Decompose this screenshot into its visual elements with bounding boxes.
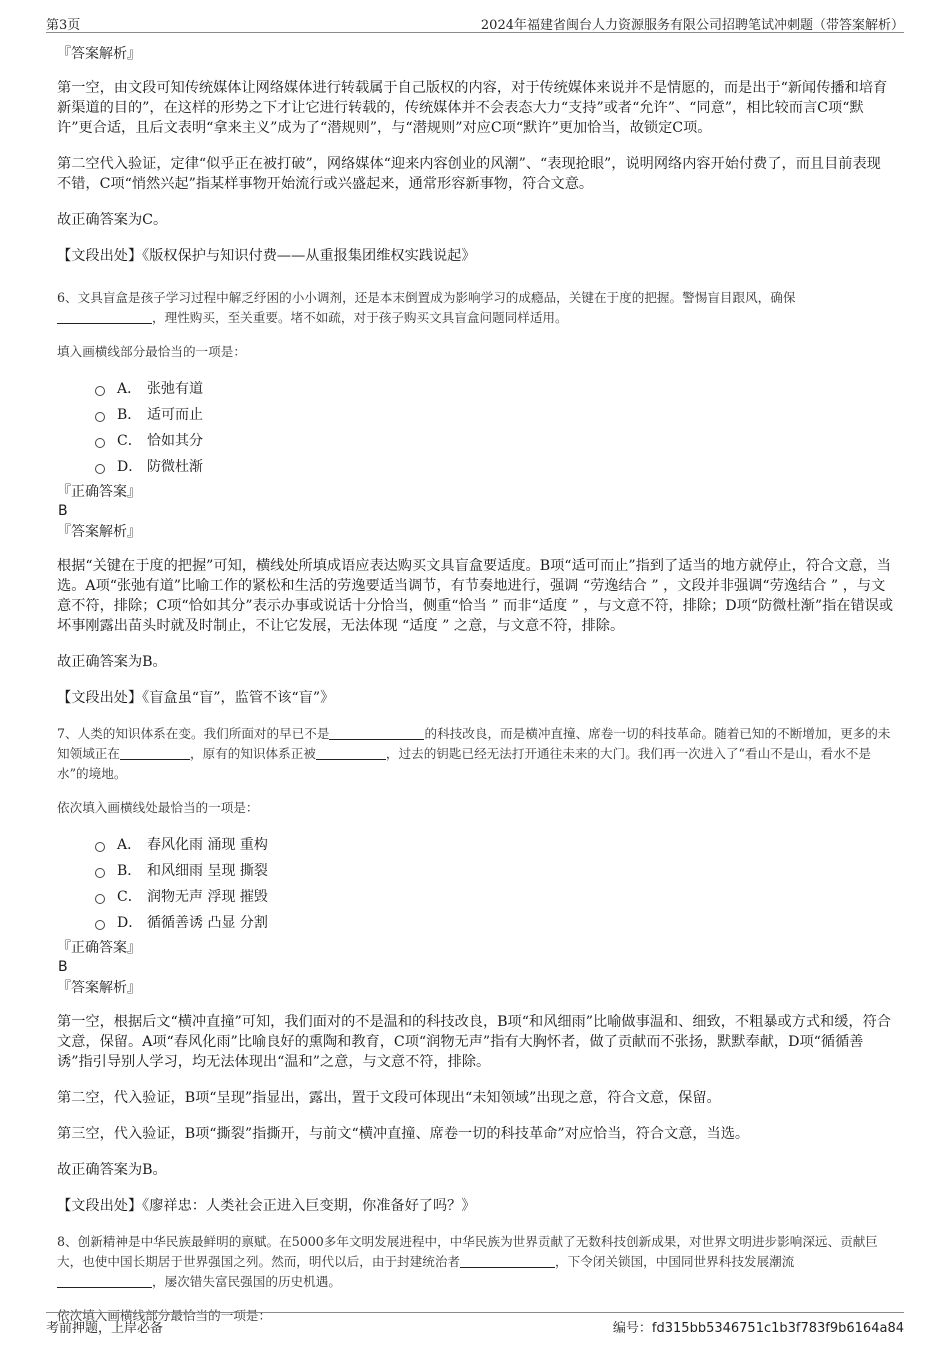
- footer-slogan: 考前押题，上岸必备: [46, 1321, 164, 1336]
- fill-blank: [329, 725, 424, 740]
- question-prompt: 依次填入画横线部分最恰当的一项是：: [57, 1308, 272, 1323]
- analysis-paragraph: 第二空，代入验证，B项“呈现”指显出，露出，置于文段可体现出“未知领域”出现之意，符合文意，保留。: [57, 1090, 721, 1106]
- fill-blank: [460, 1253, 555, 1268]
- document-code: [613, 1317, 904, 1336]
- stem-text: ，原有的知识体系正被: [189, 746, 316, 761]
- stem-text: 的科技改良，而是横冲直撞、席卷一切的科技革命。随着已知的不断增加，更多的未知领域正在: [57, 726, 891, 761]
- stem-text: ，过去的钥匙已经无法打开通往未来的大门。我们再一次进入了“看山不是山，看水不是水”的境地。: [57, 746, 871, 781]
- radio-icon[interactable]: [95, 920, 105, 930]
- correct-answer: B: [58, 959, 68, 975]
- option-a[interactable]: A． 张弛有道: [95, 376, 894, 402]
- analysis-paragraph: 第三空，代入验证，B项“撕裂”指撕开，与前文“横冲直撞、席卷一切的科技革命”对应恰当，符合文意，当选。: [57, 1126, 750, 1142]
- analysis-paragraph: 第一空，由文段可知传统媒体让网络媒体进行转载属于自己版权的内容，对于传统媒体来说并不是情愿的，而是出于“新闻传播和培育新渠道的目的”，在这样的形势之下才让它进行转载的，传统媒体并不会表态大力“支持”或者“允许”、“同意”，相比较而言C项“默许”更合适，且后文表明“拿来主义”成为了“潜规则”，与“潜规则”对应C项“默许”更加恰当，故锁定C项。: [57, 80, 888, 136]
- document-title: 2024年福建省闽台人力资源服务有限公司招聘笔试冲刺题（带答案解析）: [480, 18, 904, 33]
- option-d[interactable]: D． 循循善诱 凸显 分割: [95, 910, 894, 936]
- correct-answer-label: 『正确答案』: [57, 940, 141, 956]
- analysis-paragraph: 第二空代入验证，定律“似乎正在被打破”，网络媒体“迎来内容创业的风潮”、“表现抢眼”，说明网络内容开始付费了，而且目前表现不错，C项“悄然兴起”指某样事物开始流行或兴盛起来，通常形容新事物，符合文意。: [57, 156, 881, 192]
- passage-source: 【文段出处】《版权保护与知识付费——从重报集团维权实践说起》: [57, 248, 476, 264]
- correct-answer: B: [58, 503, 68, 519]
- radio-icon[interactable]: [95, 842, 105, 852]
- fill-blank: [57, 309, 152, 324]
- radio-icon[interactable]: [95, 386, 105, 396]
- fill-blank: [120, 745, 190, 760]
- radio-icon[interactable]: [95, 464, 105, 474]
- radio-icon[interactable]: [95, 868, 105, 878]
- stem-text: ，屡次错失富民强国的历史机遇。: [152, 1274, 341, 1289]
- page-footer: [46, 1312, 904, 1335]
- page-number: 第3页: [46, 18, 81, 33]
- analysis-label: 『答案解析』: [57, 980, 141, 996]
- analysis-paragraph: 根据“关键在于度的把握”可知，横线处所填成语应表达购买文具盲盒要适度。B项“适可而止”指到了适当的地方就停止，符合文意，当选。A项“张弛有道”比喻工作的紧松和生活的劳逸要适当调节，有节奏地进行，强调 “劳逸结合 ” ，文段并非强调“劳逸结合 ” ，与文意不符，排除；C项“恰如其分”表示办事或说话十分恰当，侧重“恰当 ” 而非“适度 ” ，与文意不符，排除；D项“防微杜渐”指在错误或坏事刚露出苗头时就及时制止，不让它发展，无法体现 “适度 ” 之意，与文意不符，排除。: [57, 558, 894, 634]
- stem-text: 7、人类的知识体系在变。我们所面对的早已不是: [57, 726, 330, 741]
- stem-text: ，理性购买，至关重要。堵不如疏，对于孩子购买文具盲盒问题同样适用。: [152, 310, 568, 325]
- analysis-paragraph: 第一空，根据后文“横冲直撞”可知，我们面对的不是温和的科技改良，B项“和风细雨”比喻做事温和、细致，不粗暴或方式和缓，符合文意，保留。A项“春风化雨”比喻良好的熏陶和教育，C项“润物无声”指有大胸怀者，做了贡献而不张扬，默默奉献，D项“循循善诱”指引导别人学习，均无法体现出“温和”之意，与文意不符，排除。: [57, 1014, 891, 1070]
- analysis-label: 『答案解析』: [57, 524, 141, 540]
- option-list: [95, 832, 894, 936]
- code-label: 编号：: [612, 1321, 652, 1336]
- question-7: [57, 724, 894, 1216]
- fill-blank: [57, 1273, 152, 1288]
- analysis-conclusion: 故正确答案为C。: [57, 212, 168, 228]
- question-stem: [57, 1232, 894, 1292]
- option-b[interactable]: B． 和风细雨 呈现 撕裂: [95, 858, 894, 884]
- passage-source: 【文段出处】《盲盒虽“盲”，监管不该“盲”》: [57, 690, 335, 706]
- radio-icon[interactable]: [95, 412, 105, 422]
- correct-answer-label: 『正确答案』: [57, 484, 141, 500]
- document-body: [57, 44, 894, 1326]
- question-prompt: 依次填入画横线处最恰当的一项是：: [57, 800, 259, 815]
- radio-icon[interactable]: [95, 894, 105, 904]
- question-6: [57, 288, 894, 708]
- stem-text: ，下令闭关锁国，中国同世界科技发展潮流: [555, 1254, 795, 1269]
- question-prompt: 填入画横线部分最恰当的一项是：: [57, 344, 246, 359]
- q5-analysis: [57, 44, 894, 266]
- analysis-label: 『答案解析』: [57, 46, 141, 62]
- option-list: [95, 376, 894, 480]
- option-b[interactable]: B． 适可而止: [95, 402, 894, 428]
- analysis-conclusion: 故正确答案为B。: [57, 654, 167, 670]
- option-c[interactable]: C． 恰如其分: [95, 428, 894, 454]
- stem-text: 6、文具盲盒是孩子学习过程中解乏纾困的小小调剂，还是本末倒置成为影响学习的成瘾品，关键在于度的把握。警惕盲目跟风，确保: [57, 290, 796, 305]
- option-d[interactable]: D． 防微杜渐: [95, 454, 894, 480]
- passage-source: 【文段出处】《廖祥忠：人类社会正进入巨变期，你准备好了吗？》: [57, 1198, 476, 1214]
- analysis-conclusion: 故正确答案为B。: [57, 1162, 167, 1178]
- page-header: [46, 12, 904, 33]
- fill-blank: [316, 745, 386, 760]
- question-stem: [57, 288, 894, 328]
- stem-text: 8、创新精神是中华民族最鲜明的禀赋。在5000多年文明发展进程中，中华民族为世界贡献了无数科技创新成果，对世界文明进步影响深远、贡献巨大，也使中国长期居于世界强国之列。然而，明代以后，由于封建统治者: [57, 1234, 878, 1269]
- radio-icon[interactable]: [95, 438, 105, 448]
- option-a[interactable]: A． 春风化雨 涌现 重构: [95, 832, 894, 858]
- code-value: fd315bb5346751c1b3f783f9b6164a84: [651, 1321, 904, 1336]
- question-stem: [57, 724, 894, 784]
- option-c[interactable]: C． 润物无声 浮现 摧毁: [95, 884, 894, 910]
